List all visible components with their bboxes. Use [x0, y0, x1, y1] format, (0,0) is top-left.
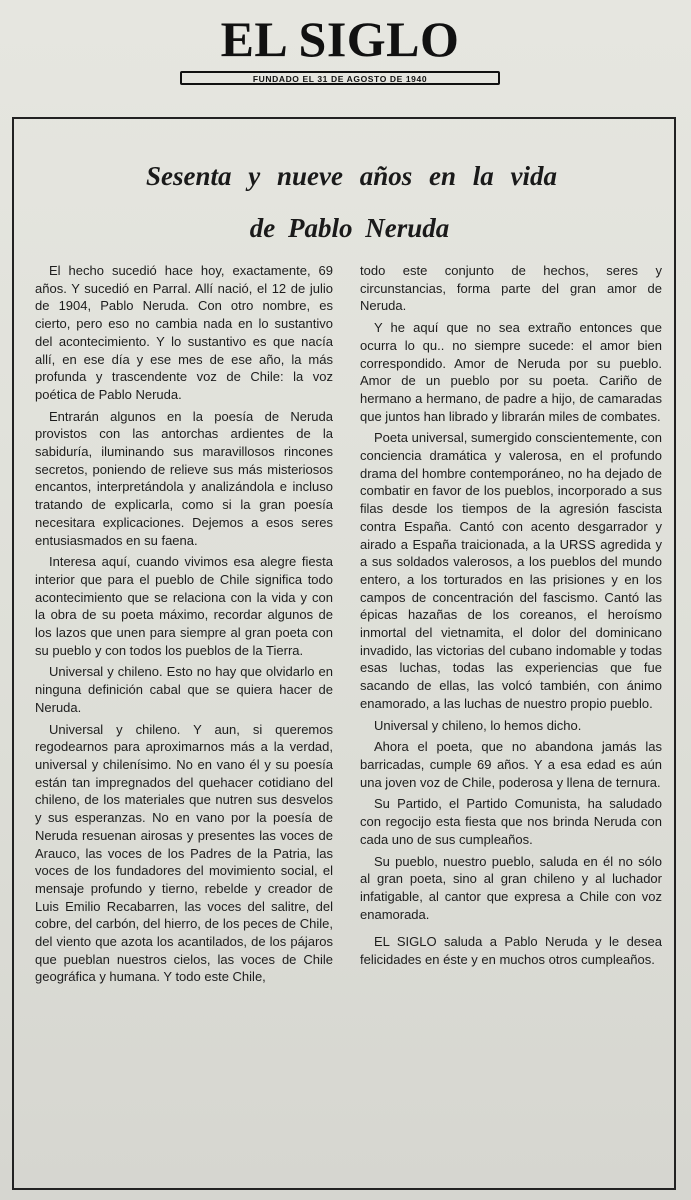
headline-line-1: Sesenta y nueve años en la vida: [146, 161, 557, 191]
paragraph: EL SIGLO saluda a Pablo Neruda y le desea felicidades en éste y en muchos otros cumpleaños.: [360, 934, 662, 968]
article-headline: [0, 150, 691, 254]
paragraph: Su Partido, el Partido Comunista, ha saludado con regocijo esta fiesta que nos brinda Neruda con cada uno de sus cumpleaños.: [360, 796, 662, 847]
paragraph: Universal y chileno, lo hemos dicho.: [374, 717, 582, 733]
paragraph: Interesa aquí, cuando vivimos esa alegre fiesta interior que para el pueblo de Chile significa todo acontecimiento que se relaciona con la vida y con la obra de su poeta máximo, recordar algunos de los lazos que unen para siempre al gran poeta con su pueblo y con todos los pueblos de la Tierra.: [35, 554, 333, 658]
paragraph: Su pueblo, nuestro pueblo, saluda en él no sólo al gran poeta, sino al gran chileno y al luchador infatigable, al cantor que expresa a Chile con voz enamorada.: [360, 853, 662, 922]
paragraph: todo este conjunto de hechos, seres y circunstancias, forma parte del gran amor de Neruda.: [360, 263, 662, 314]
paragraph: Entrarán algunos en la poesía de Neruda provistos con las antorchas ardientes de la sabiduría, iluminando sus maravillosos rincones secretos, poniendo de relieve sus más misteriosos encantos, interpretándola y analizándola e incluso tratando de explicarla, como si la gran poesía necesitara explicaciones. Dejemos a esos seres entusiasmados en su faena.: [35, 408, 333, 548]
paragraph: Y he aquí que no sea extraño entonces que ocurra lo qu.. no siempre sucede: el amor bien correspondido. Amor de Neruda por su pueblo. Amor de un pueblo por su poeta. Cariño de hermano a hermano, de padre a hijo, de camaradas que juntos han librado y librarán miles de combates.: [360, 320, 662, 424]
newspaper-title: EL SIGLO: [220, 11, 460, 67]
masthead: [180, 11, 500, 86]
paragraph: El hecho sucedió hace hoy, exactamente, 69 años. Y sucedió en Parral. Allí nació, el 12 de julio de 1904, Pablo Neruda. Con otro nombre, es cierto, pero eso no cambia nada en lo sustantivo del acontecimiento. Y lo sustantivo es que nacía allí, en ese día y ese mes de ese año, la más profunda y trascendente voz de Chile: la voz poética de Pablo Neruda.: [35, 263, 333, 402]
article-column-right: [360, 262, 662, 973]
headline-line-2: de Pablo Neruda: [249, 213, 450, 243]
paragraph: Universal y chileno. Esto no hay que olvidarlo en ninguna definición cabal que se quiera hacer de Neruda.: [35, 664, 333, 715]
article-column-left: [35, 262, 333, 990]
paragraph: Universal y chileno. Y aun, si queremos regodearnos para aproximarnos más a la verdad, universal y chilenísimo. No en vano él y su poesía están tan impregnados del quehacer cotidiano del chileno, de los materiales que nutren sus desvelos y sus esperanzas. No en vano por la poesía de Neruda resuenan airosas y presentes las voces de Arauco, las voces de los Padres de la Patria, las voces de los fundadores del movimiento social, el mensaje profundo y tierno, rebelde y creador de Luis Emilio Recabarren, las voces del salitre, del cobre, del carbón, del hierro, de los peces de Chile, del viento que azota los acantilados, de los pájaros que pueblan nuestros cielos, las voces de Chile geográfica y humana. Y todo este Chile,: [35, 721, 333, 985]
paragraph: Ahora el poeta, que no abandona jamás las barricadas, cumple 69 años. Y a esa edad es aún una joven voz de Chile, poderosa y llena de ternura.: [360, 739, 662, 790]
newspaper-founding-line: FUNDADO EL 31 DE AGOSTO DE 1940: [252, 74, 428, 84]
paragraph: Poeta universal, sumergido conscientemente, con conciencia dramática y valerosa, en el profundo drama del hombre contemporáneo, no ha dejado de combatir en favor de los pueblos, incorporado a sus filas desde los tiempos de la agresión fascista contra España. Cantó con acento desgarrador y airado a España traicionada, a la URSS agredida y a sus soldados valerosos, a los pueblos del mundo entero, a los torturados en las prisiones y en los campos de concentración del fascismo. Cantó las épicas hazañas de los coreanos, el heroísmo inmortal del vietnamita, el dolor del dominicano invadido, las victorias del cubano indomable y todas esas luchas, todas las experiencias que fue sacando de ellas, las volcó también, con ánimo enamorado, a las luchas de nuestro propio pueblo.: [360, 430, 662, 711]
